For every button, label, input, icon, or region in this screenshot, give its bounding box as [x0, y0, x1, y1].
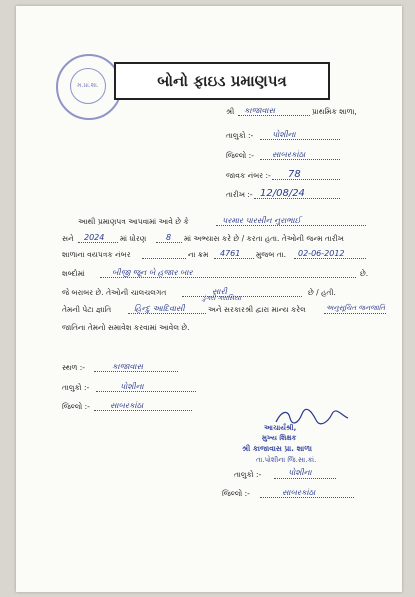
seal-school: શ્રી કાજાવાસ પ્રા. શાળા	[242, 444, 312, 453]
district-label: જિલ્લો :-	[226, 151, 254, 160]
body-line3-c: મુજબ તા.	[256, 250, 286, 259]
place-district-line	[94, 410, 192, 411]
sig-district-line	[260, 497, 354, 498]
conduct-line	[182, 296, 302, 297]
sig-district-value: સાબરકાંઠા	[282, 488, 316, 497]
date-label: તારીખ :-	[226, 190, 253, 199]
register-blank-line	[142, 258, 186, 259]
seal-role1: આચાર્યશ્રી,	[264, 424, 297, 432]
register-no: 4761	[220, 249, 241, 258]
place-label: સ્થળ :-	[62, 363, 85, 372]
taluka-label: તાલુકો :-	[226, 131, 254, 140]
place-district-value: સાબરકાંઠા	[110, 401, 144, 410]
outward-value: 78	[288, 169, 301, 180]
school-stamp	[56, 54, 122, 120]
outward-line	[272, 179, 340, 180]
birth-date-words: બીજી જૂન બે હજાર બાર	[112, 268, 193, 277]
body-line7: જાતિના તેમનો સમાવેશ કરવામાં આવેલ છે.	[62, 323, 190, 332]
body-line3-b: ના ક્રમ	[188, 250, 209, 259]
birth-date-words-line	[100, 277, 356, 278]
district-value: સાબરકાંઠા	[272, 150, 306, 159]
body-line2-b: માં ધોરણ	[120, 234, 147, 243]
year-value: 2024	[84, 233, 105, 242]
district-line	[260, 159, 340, 160]
standard-line	[156, 242, 182, 243]
school-name-line	[238, 115, 310, 116]
place-taluka-line	[96, 391, 196, 392]
school-suffix: પ્રાથમિક શાળા,	[312, 107, 357, 116]
taluka-value: પોશીના	[272, 130, 296, 139]
place-taluka-value: પોશીના	[120, 382, 144, 391]
body-line2-c: માં અભ્યાસ કરે છે / કરતા હતા. તેઓની જન્મ તારીખ	[184, 234, 344, 243]
stamp-center: મ.પ્રા.શા.	[70, 68, 106, 104]
student-name-line	[216, 225, 366, 226]
caste-line	[128, 313, 206, 314]
caste-note: ડુંગરી ગરાસિયા	[202, 294, 241, 302]
birth-date-line	[294, 258, 366, 259]
category-value: અનુસૂચિત જનજાતિ	[326, 304, 386, 312]
body-line5-a: જે બરાબર છે. તેઓની ચાલચલગત	[62, 288, 167, 297]
taluka-line	[260, 139, 340, 140]
birth-date: 02-06-2012	[298, 249, 345, 258]
body-line4-a: શબ્દોમાં	[62, 269, 85, 278]
caste-value: હિન્દુ આદિવાસી	[134, 304, 185, 313]
standard-value: 8	[166, 233, 172, 242]
sig-district-label: જિલ્લો :-	[222, 489, 250, 498]
body-line2-a: સને	[62, 234, 74, 243]
body-line5-b: છે / હતી.	[308, 288, 336, 297]
school-name: કાજાવાસ	[244, 106, 275, 115]
place-line	[94, 371, 178, 372]
register-no-line	[214, 258, 254, 259]
sig-taluka-label: તાલુકો :-	[234, 470, 262, 479]
year-line	[78, 242, 118, 243]
sig-taluka-line	[274, 478, 336, 479]
school-prefix: શ્રી	[226, 107, 235, 116]
outward-label: જાવક નંબર :-	[226, 171, 271, 180]
conduct-value: સારી	[212, 287, 227, 296]
body-line6-b: અને સરકારશ્રી દ્વારા માન્ય કરેલ	[208, 305, 306, 314]
sig-taluka-value: પોશીના	[288, 468, 312, 477]
place-taluka-label: તાલુકો :-	[62, 383, 90, 392]
body-line1-prefix: આથી પ્રમાણપત્ર આપવામાં આવે છે કે	[78, 217, 189, 226]
seal-address: તા.પોશીના જિ.સા.કાં.	[256, 456, 317, 464]
body-line6-a: તેમની પેટા જ્ઞાતિ	[62, 305, 112, 314]
student-name: પરમાર પારસીન નુરાભાઈ	[222, 216, 301, 225]
body-line3-a: શાળાના વયપત્રક નંબર	[62, 250, 131, 259]
date-value: 12/08/24	[260, 188, 305, 199]
category-line	[324, 313, 386, 314]
certificate-paper	[16, 6, 402, 592]
body-line4-b: છે.	[360, 269, 369, 278]
date-line	[254, 198, 340, 199]
seal-role2: મુખ્ય શિક્ષક	[262, 434, 297, 442]
certificate-title: બોનો ફાઇડ પ્રમાણપત્ર	[114, 62, 330, 100]
place-district-label: જિલ્લો :-	[62, 402, 90, 411]
place-value: કાજાવાસ	[112, 362, 143, 371]
